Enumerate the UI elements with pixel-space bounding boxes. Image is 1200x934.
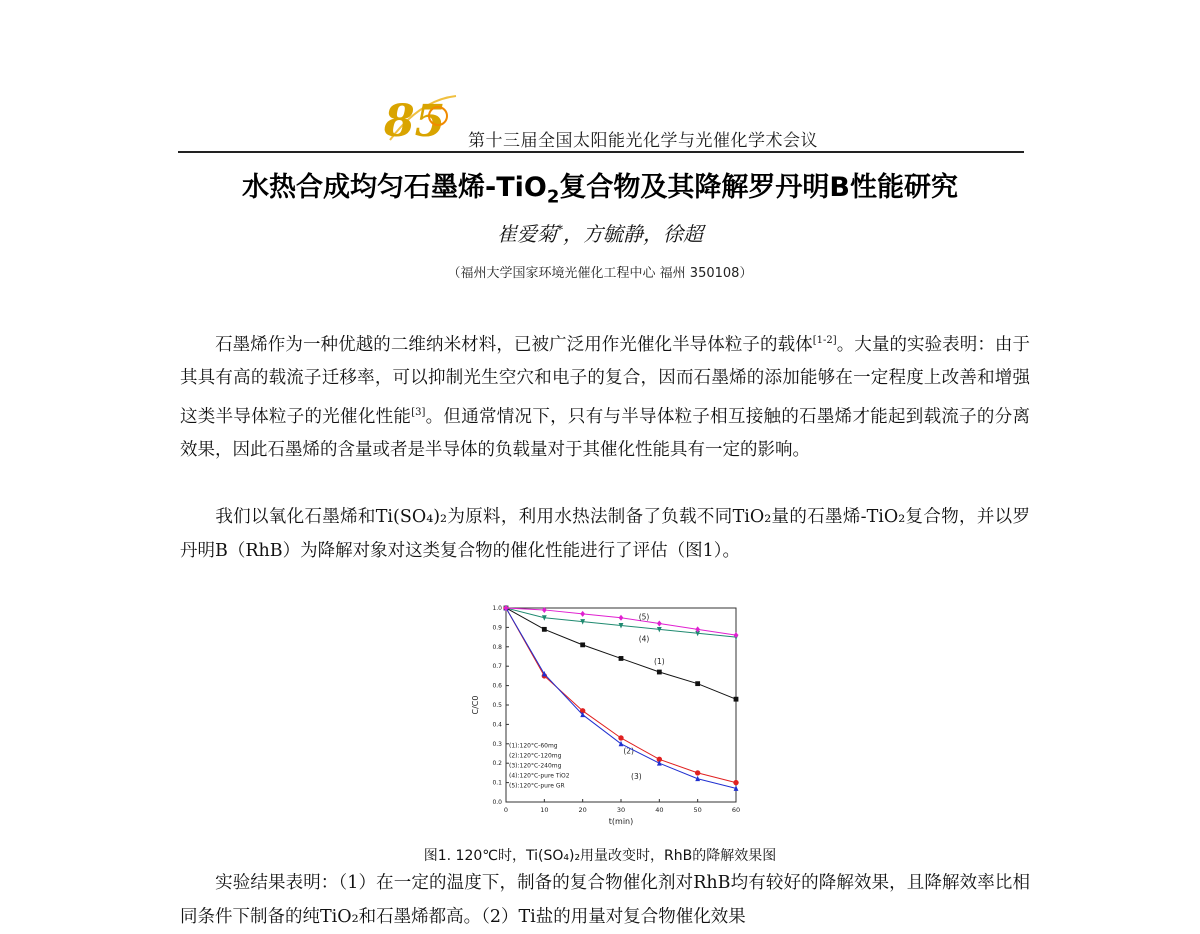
citation-ref: [3] [411, 406, 426, 418]
series-tag: (5) [638, 612, 650, 622]
rhb-degradation-chart [462, 598, 746, 828]
x-tick-label: 50 [693, 806, 702, 814]
x-tick-label: 30 [616, 806, 626, 814]
data-point [619, 741, 624, 746]
y-tick-label: 0.6 [492, 682, 502, 690]
series-tag: (1) [654, 657, 665, 667]
y-axis-label: C/C0 [471, 695, 480, 715]
paper-title: 水热合成均匀石墨烯-TiO$_2$复合物及其降解罗丹明B性能研究 [242, 172, 958, 208]
data-point [695, 681, 700, 686]
data-point [733, 780, 738, 785]
conference-name: 第十三届全国太阳能光化学与光催化学术会议 [468, 131, 818, 151]
y-tick-label: 0.1 [492, 779, 502, 787]
x-tick-label: 10 [540, 806, 549, 814]
paper-authors: 崔爱菊*，方毓静，徐超 [497, 222, 703, 246]
citation-ref: [1-2] [812, 335, 837, 346]
header-divider [178, 151, 1024, 153]
series-tag: (2) [623, 746, 634, 756]
body-paragraph-1: 石墨烯作为一种优越的二维纳米材料，已被广泛用作光催化半导体粒子的载体[1-2]。大量的实验表明：由于其具有高的载流子迁移率，可以抑制光生空穴和电子的复合，因而石墨烯的添加能够在一定程度上改善和增强这类半导体粒子的光催化性能[3]。但通常情况下，只有与半导体粒子相互接触的石墨烯才能起到载流子的分离效果，因此石墨烯的含量或者是半导体的负载量对于其催化性能具有一定的影响。 [180, 334, 1030, 461]
data-point [580, 642, 585, 647]
data-point [619, 615, 624, 621]
y-tick-label: 0.9 [492, 624, 502, 632]
y-tick-label: 0.0 [492, 799, 502, 806]
author-affiliation: （福州大学国家环境光催化工程中心 福州 350108） [447, 266, 753, 281]
body-paragraph-2: 我们以氧化石墨烯和Ti(SO₄)₂为原料，利用水热法制备了负载不同TiO₂量的石墨烯-TiO₂复合物，并以罗丹明B（RhB）为降解对象对这类复合物的催化性能进行了评估（图1）。 [180, 507, 1030, 561]
series-line [506, 608, 736, 637]
logo-numeral: 85 [384, 96, 446, 146]
series-line [506, 608, 736, 788]
x-tick-label: 60 [731, 806, 741, 814]
data-point [657, 621, 662, 627]
data-point [734, 697, 739, 702]
series-tag: (4) [638, 634, 650, 644]
data-point [542, 627, 547, 632]
body-paragraph-3: 实验结果表明：（1）在一定的温度下，制备的复合物催化剂对RhB均有较好的降解效果，且降解效率比相同条件下制备的纯TiO₂和石墨烯都高。（2）Ti盐的用量对复合物催化效果 [180, 873, 1030, 927]
y-tick-label: 0.5 [492, 702, 502, 709]
legend-entry: (1):120°C-60mg [509, 742, 558, 750]
x-tick-label: 20 [578, 806, 587, 814]
figure-caption: 图1. 120℃时，Ti(SO₄)₂用量改变时，RhB的降解效果图 [423, 848, 777, 864]
y-tick-label: 0.4 [492, 721, 502, 729]
data-point [580, 611, 585, 617]
x-tick-label: 0 [503, 806, 509, 814]
legend-entry: (3):120°C-240mg [509, 762, 562, 770]
series-line [506, 608, 736, 699]
x-tick-label: 40 [655, 806, 664, 814]
data-point [619, 656, 624, 661]
data-point [657, 670, 662, 675]
data-point [618, 735, 623, 740]
legend-entry: (5):120°C-pure GR [509, 782, 565, 790]
y-tick-label: 0.7 [492, 663, 502, 671]
series-tag: (3) [631, 772, 642, 782]
x-axis-label: t(min) [608, 817, 634, 826]
data-point [695, 770, 700, 775]
legend-entry: (2):120°C-120mg [509, 752, 562, 760]
y-tick-label: 0.8 [492, 643, 502, 651]
y-tick-label: 0.2 [492, 760, 502, 768]
conference-logo-icon [380, 90, 460, 146]
legend-entry: (4):120°C-pure TiO2 [509, 772, 570, 780]
y-tick-label: 1.0 [492, 605, 502, 612]
series-line [506, 608, 736, 635]
y-tick-label: 0.3 [492, 740, 502, 748]
